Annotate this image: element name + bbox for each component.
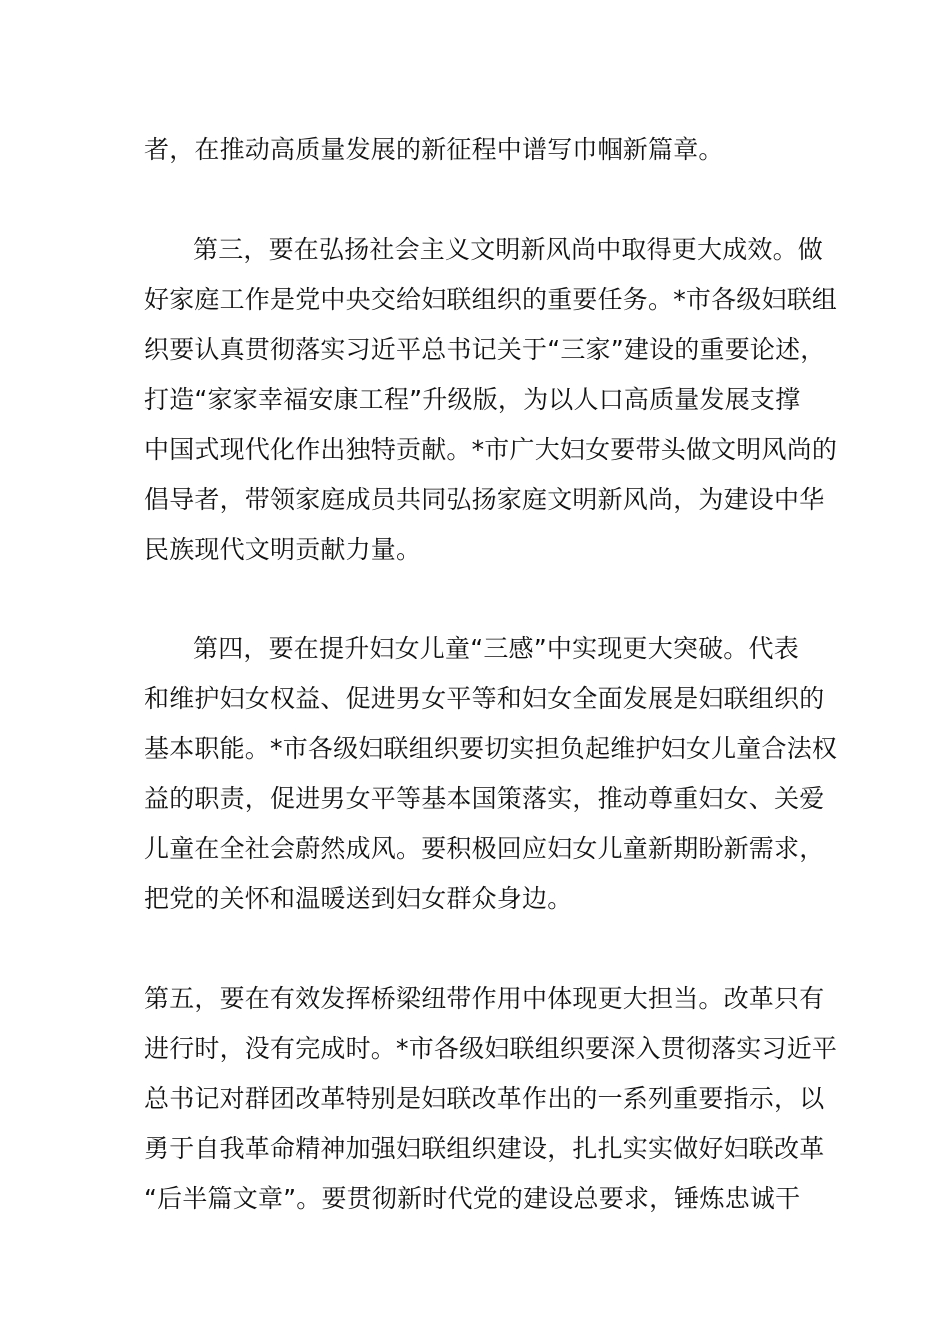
text-line: 第三，要在弘扬社会主义文明新风尚中取得更大成效。做 [193, 235, 824, 264]
text-line: 中国式现代化作出独特贡献。*市广大妇女要带头做文明风尚的 [144, 435, 838, 464]
text-line: 勇于自我革命精神加强妇联组织建设，扎扎实实做好妇联改革 [144, 1134, 825, 1163]
text-line: 益的职责，促进男女平等基本国策落实，推动尊重妇女、关爱 [144, 784, 825, 813]
text-line: 好家庭工作是党中央交给妇联组织的重要任务。*市各级妇联组 [144, 285, 838, 314]
text-line: 民族现代文明贡献力量。 [144, 535, 422, 564]
text-line: 第五，要在有效发挥桥梁纽带作用中体现更大担当。改革只有 [144, 984, 825, 1013]
text-line: 总书记对群团改革特别是妇联改革作出的一系列重要指示，以 [144, 1084, 825, 1113]
text-line: 把党的关怀和温暖送到妇女群众身边。 [144, 884, 573, 913]
text-line: 儿童在全社会蔚然成风。要积极回应妇女儿童新期盼新需求， [144, 834, 825, 863]
text-line: 和维护妇女权益、促进男女平等和妇女全面发展是妇联组织的 [144, 684, 825, 713]
text-line: 基本职能。*市各级妇联组织要切实担负起维护妇女儿童合法权 [144, 734, 838, 763]
text-line: “后半篇文章”。要贯彻新时代党的建设总要求，锤炼忠诚干 [144, 1184, 801, 1213]
text-line: 进行时，没有完成时。*市各级妇联组织要深入贯彻落实习近平 [144, 1034, 838, 1063]
text-line: 者，在推动高质量发展的新征程中谱写巾帼新篇章。 [144, 135, 724, 164]
text-line: 打造“家家幸福安康工程”升级版，为以人口高质量发展支撑 [144, 385, 801, 414]
text-line: 倡导者，带领家庭成员共同弘扬家庭文明新风尚，为建设中华 [144, 485, 825, 514]
text-line: 第四，要在提升妇女儿童“三感”中实现更大突破。代表 [193, 634, 799, 663]
text-line: 织要认真贯彻落实习近平总书记关于“三家”建设的重要论述， [144, 335, 826, 364]
